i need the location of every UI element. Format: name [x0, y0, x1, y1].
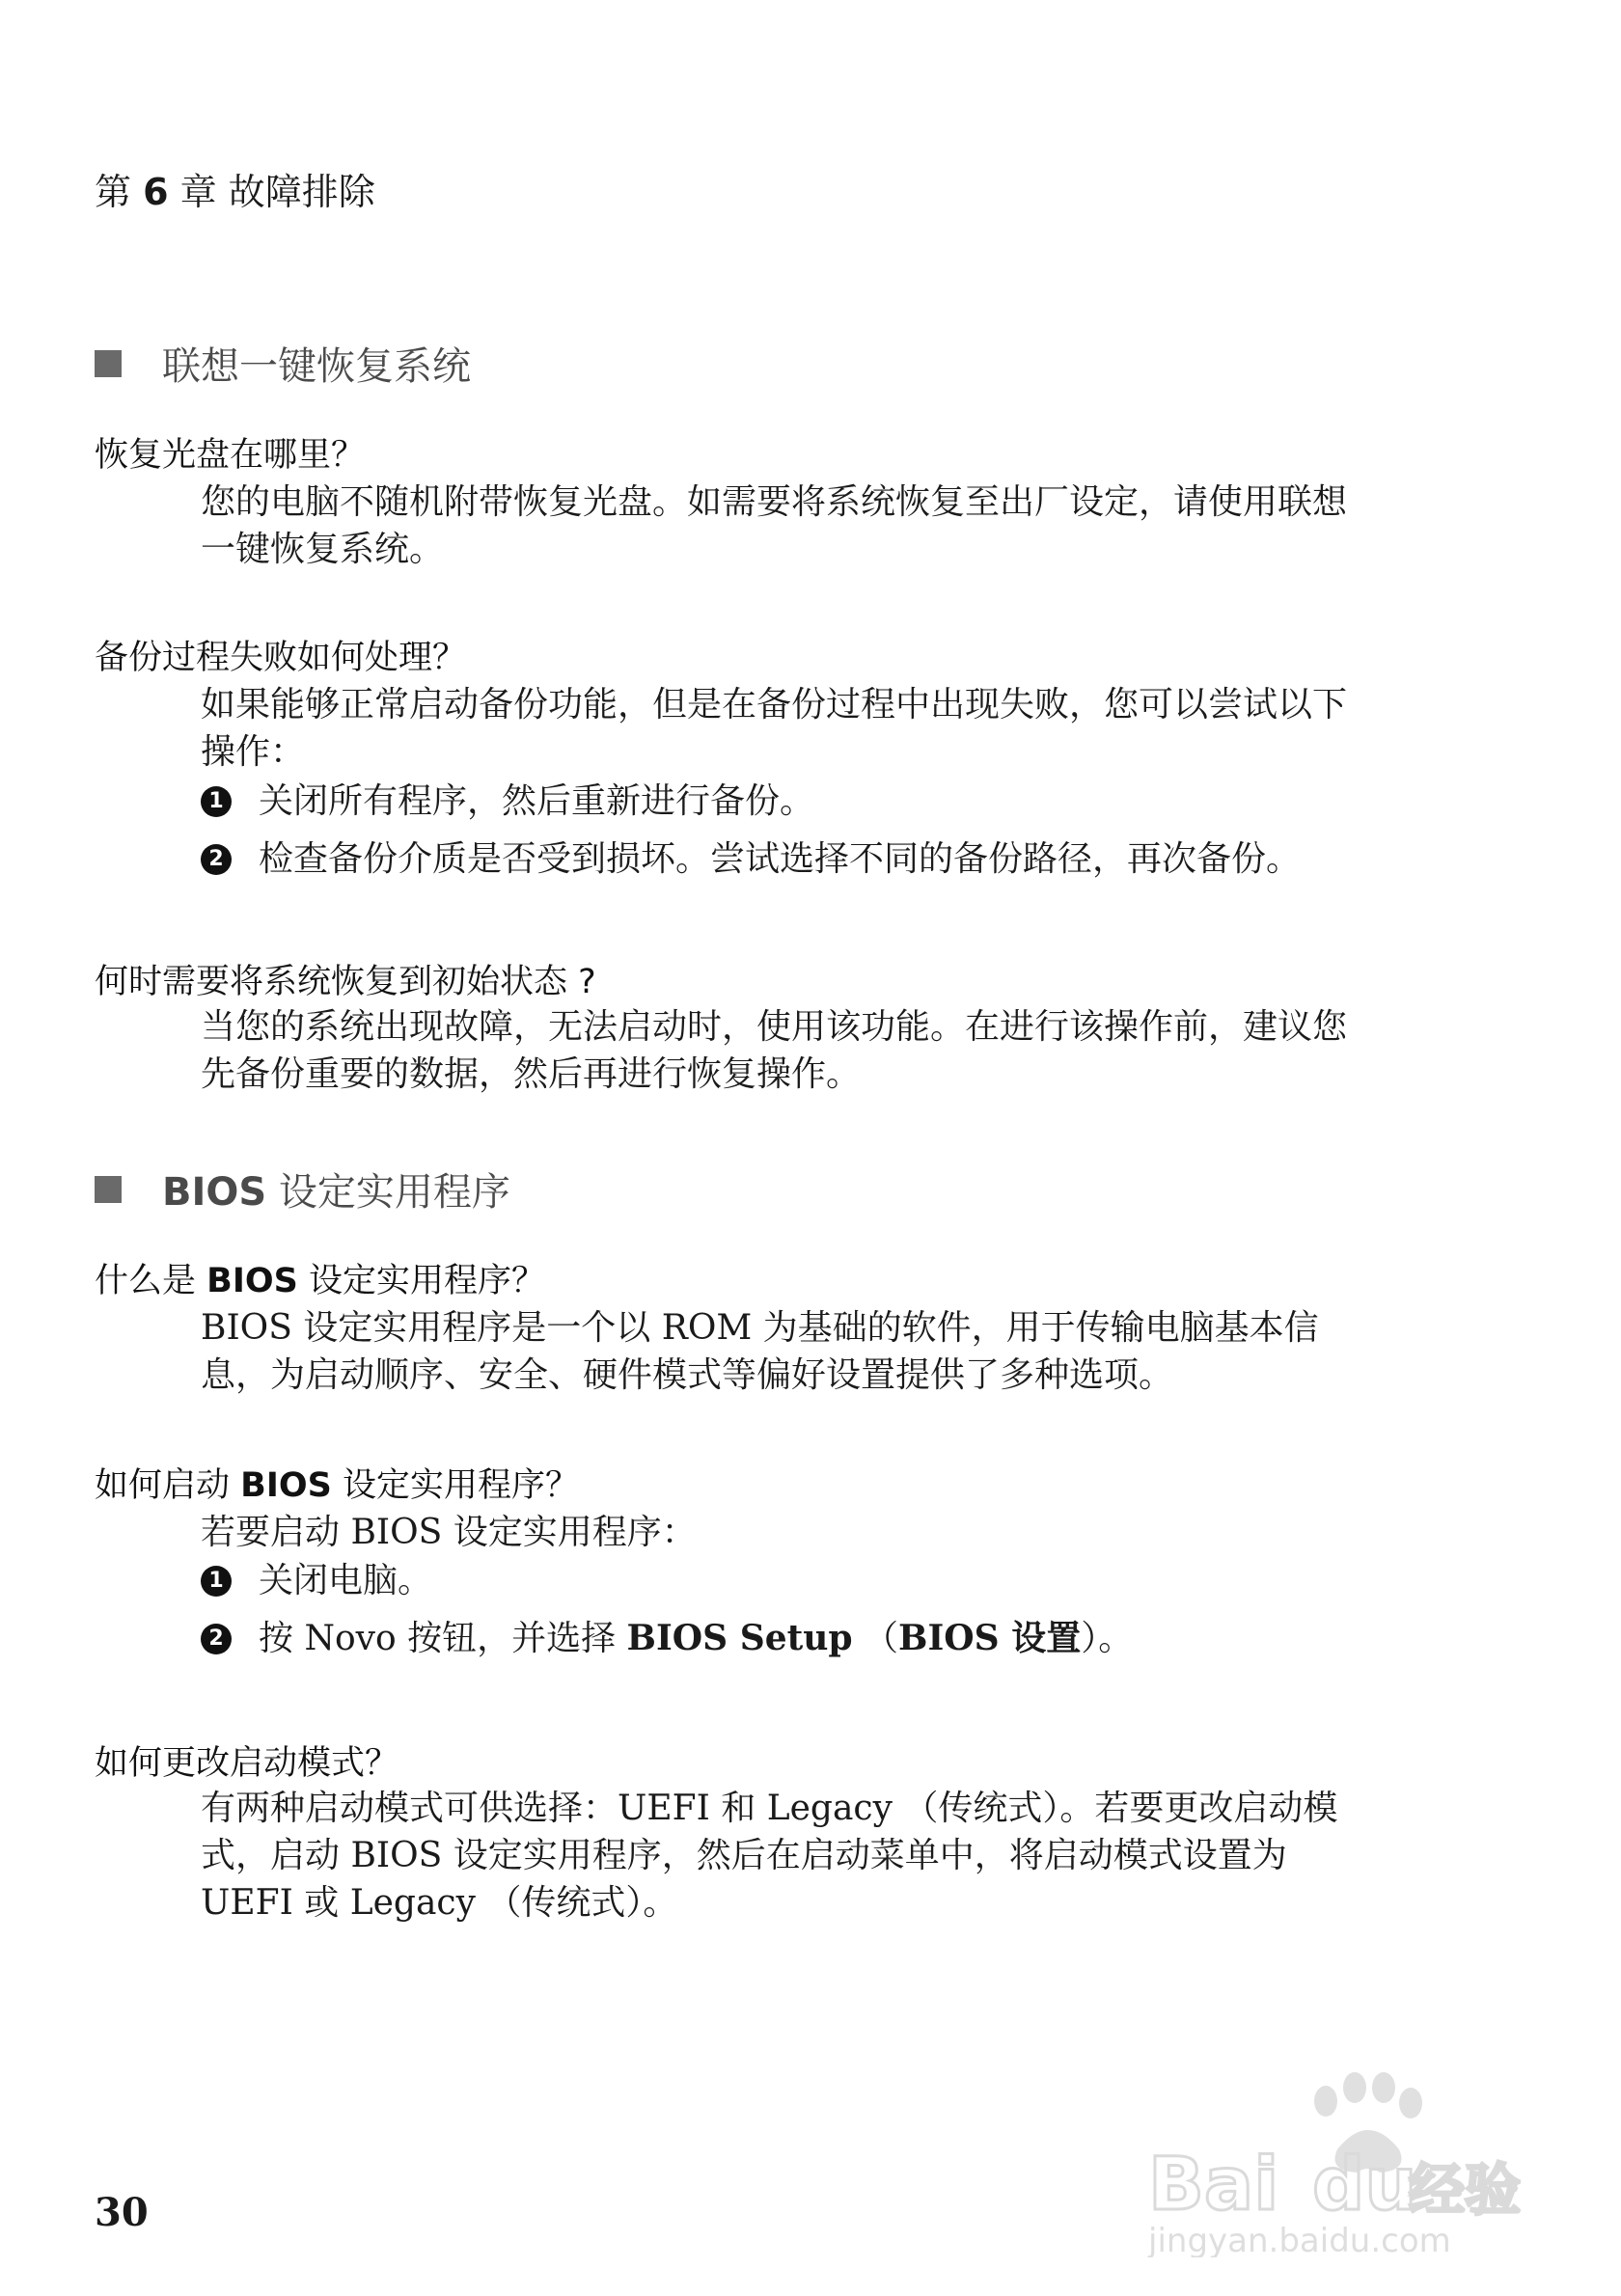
faq-question: 如何启动 BIOS 设定实用程序？	[95, 1466, 579, 1505]
faq-question: 恢复光盘在哪里？	[95, 436, 366, 475]
answer-line: 当您的系统出现故障，无法启动时，使用该功能。在进行该操作前，建议您	[201, 1007, 1348, 1047]
answer-line: 如果能够正常启动备份功能，但是在备份过程中出现失败，您可以尝试以下	[201, 685, 1348, 724]
answer-line: 一键恢复系统。	[201, 530, 445, 569]
step-number-badge: 2	[201, 1624, 232, 1654]
answer-line: 息，为启动顺序、安全、硬件模式等偏好设置提供了多种选项。	[201, 1355, 1174, 1395]
svg-text:Bai: Bai	[1148, 2141, 1279, 2227]
svg-text:jingyan.baidu.com: jingyan.baidu.com	[1148, 2222, 1451, 2257]
faq-question: 如何更改启动模式？	[95, 1744, 399, 1783]
faq-answer	[201, 1785, 1503, 1927]
svg-text:du: du	[1312, 2141, 1417, 2227]
answer-line: 操作：	[201, 732, 306, 772]
faq-answer	[201, 681, 1503, 776]
faq-question: 何时需要将系统恢复到初始状态 ?	[95, 963, 596, 1001]
chapter-number: 6	[143, 171, 169, 213]
step-text: 检查备份介质是否受到损坏。尝试选择不同的备份路径，再次备份。	[259, 839, 1302, 879]
faq-answer	[201, 1003, 1503, 1098]
chapter-prefix: 第	[95, 171, 132, 213]
svg-text:经验: 经验	[1409, 2157, 1522, 2223]
answer-line: 先备份重要的数据，然后再进行恢复操作。	[201, 1054, 862, 1094]
section-square-icon	[95, 350, 122, 377]
baidu-jingyan-watermark	[1119, 2064, 1544, 2257]
chapter-header	[95, 162, 375, 215]
step-number-badge: 2	[201, 844, 232, 875]
step-item	[201, 835, 1301, 883]
answer-line: 您的电脑不随机附带恢复光盘。如需要将系统恢复至出厂设定，请使用联想	[201, 482, 1348, 522]
faq-answer	[201, 1509, 1503, 1556]
step-item	[201, 778, 814, 825]
faq-answer	[201, 1304, 1503, 1399]
answer-line: UEFI 或 Legacy （传统式）。	[201, 1883, 678, 1923]
step-number-badge: 1	[201, 786, 232, 817]
section-heading-bios	[95, 1162, 510, 1216]
section-title: BIOS 设定实用程序	[162, 1170, 510, 1215]
step-text: 关闭所有程序，然后重新进行备份。	[259, 781, 815, 821]
answer-line: 若要启动 BIOS 设定实用程序：	[201, 1513, 697, 1552]
chapter-title: 章 故障排除	[179, 171, 375, 213]
step-number-badge: 1	[201, 1566, 232, 1597]
step-text: 关闭电脑。	[259, 1561, 433, 1600]
answer-line: BIOS 设定实用程序是一个以 ROM 为基础的软件，用于传输电脑基本信	[201, 1308, 1319, 1348]
section-square-icon	[95, 1176, 122, 1203]
faq-question: 备份过程失败如何处理？	[95, 639, 467, 677]
section-title: 联想一键恢复系统	[162, 344, 471, 389]
step-text: 按 Novo 按钮，并选择 BIOS Setup （BIOS 设置）。	[259, 1618, 1134, 1658]
faq-answer	[201, 478, 1503, 573]
section-heading-recovery	[95, 336, 471, 391]
answer-line: 有两种启动模式可供选择：UEFI 和 Legacy （传统式）。若要更改启动模	[201, 1789, 1338, 1828]
step-item	[201, 1557, 432, 1604]
faq-question: 什么是 BIOS 设定实用程序？	[95, 1262, 545, 1300]
page-number: 30	[95, 2190, 149, 2235]
step-item	[201, 1615, 1133, 1662]
answer-line: 式，启动 BIOS 设定实用程序，然后在启动菜单中，将启动模式设置为	[201, 1836, 1287, 1875]
paw-logo-icon	[1119, 2064, 1544, 2257]
